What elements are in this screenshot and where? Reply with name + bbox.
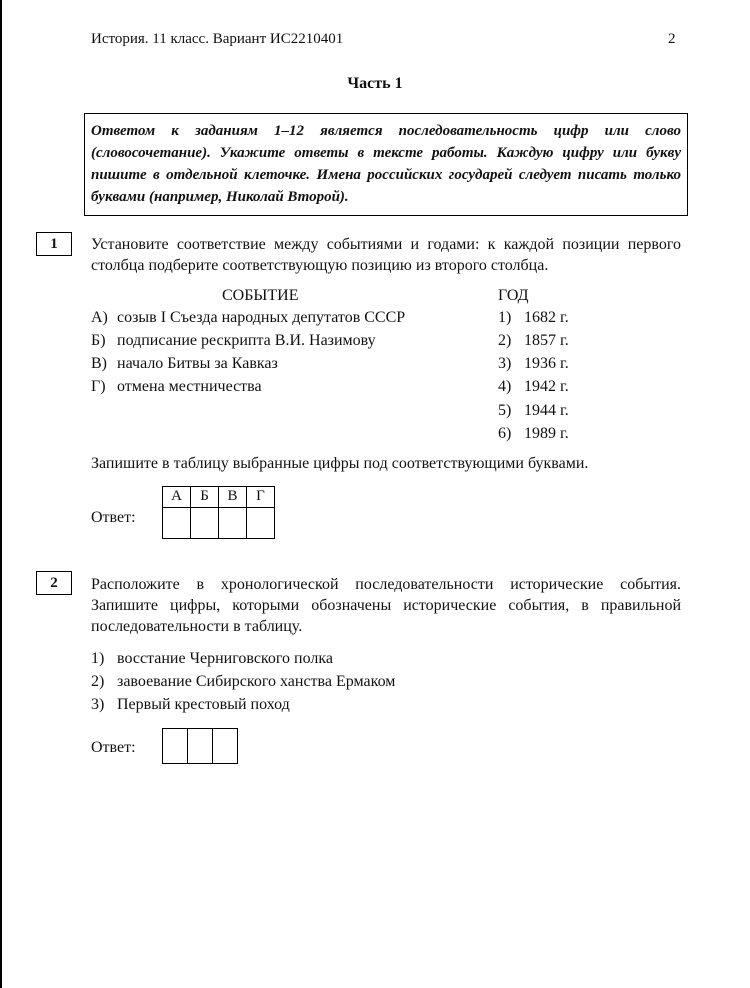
item-label: 2) bbox=[91, 673, 105, 690]
year-label: 5) bbox=[498, 402, 512, 419]
event-label: Г) bbox=[91, 378, 106, 395]
year-item bbox=[498, 308, 569, 329]
page-header-title: История. 11 класс. Вариант ИС2210401 bbox=[91, 31, 344, 47]
event-text: созыв I Съезда народных депутатов СССР bbox=[117, 309, 406, 326]
item-text: завоевание Сибирского ханства Ермаком bbox=[117, 673, 396, 690]
answer-cell[interactable] bbox=[219, 507, 247, 538]
task-1-answer-table bbox=[162, 486, 275, 539]
answer-cell[interactable] bbox=[247, 507, 275, 538]
years-header: ГОД bbox=[498, 287, 529, 304]
year-item bbox=[498, 401, 569, 422]
event-text: подписание рескрипта В.И. Назимову bbox=[117, 332, 376, 349]
answer-cell[interactable] bbox=[213, 729, 238, 764]
year-text: 1989 г. bbox=[524, 425, 569, 442]
year-text: 1936 г. bbox=[524, 355, 569, 372]
task-1-text: Установите соответствие между событиями и годами: к каждой позиции первого столбца подберите соответствующую позицию из второго столбца. bbox=[91, 236, 681, 274]
event-label: А) bbox=[91, 309, 108, 326]
year-item bbox=[498, 377, 569, 398]
page-number: 2 bbox=[668, 31, 676, 47]
item-label: 1) bbox=[91, 650, 105, 667]
year-label: 6) bbox=[498, 425, 512, 442]
task-2-answer-table bbox=[162, 728, 238, 764]
task-2-item bbox=[91, 672, 395, 693]
event-item bbox=[91, 354, 278, 375]
answer-column-header: А bbox=[163, 487, 191, 508]
task-2-item bbox=[91, 695, 290, 716]
event-item bbox=[91, 308, 405, 329]
year-label: 3) bbox=[498, 355, 512, 372]
event-text: отмена местничества bbox=[117, 378, 262, 395]
year-label: 2) bbox=[498, 332, 512, 349]
event-label: Б) bbox=[91, 332, 106, 349]
year-label: 4) bbox=[498, 378, 512, 395]
item-label: 3) bbox=[91, 696, 105, 713]
instructions-box: Ответом к заданиям 1–12 является последовательность цифр или слово (словосочетание). Укажите ответы в тексте работы. Каждую цифру или букву пишите в отдельной клеточке. Имена российских государей следует писать только буквами (например, Николай Второй). bbox=[84, 113, 688, 216]
answer-column-header: В bbox=[219, 487, 247, 508]
year-text: 1682 г. bbox=[524, 309, 569, 326]
event-text: начало Битвы за Кавказ bbox=[117, 355, 278, 372]
year-text: 1857 г. bbox=[524, 332, 569, 349]
year-item bbox=[498, 354, 569, 375]
event-item bbox=[91, 331, 376, 352]
task-1-answer-label: Ответ: bbox=[91, 509, 136, 526]
year-item bbox=[498, 331, 569, 352]
year-text: 1944 г. bbox=[524, 402, 569, 419]
answer-column-header: Г bbox=[247, 487, 275, 508]
answer-cell[interactable] bbox=[163, 507, 191, 538]
year-label: 1) bbox=[498, 309, 512, 326]
item-text: восстание Черниговского полка bbox=[117, 650, 334, 667]
year-text: 1942 г. bbox=[524, 378, 569, 395]
part-title: Часть 1 bbox=[347, 75, 403, 92]
task-2-answer-label: Ответ: bbox=[91, 739, 136, 756]
event-item bbox=[91, 377, 262, 398]
answer-cell[interactable] bbox=[188, 729, 213, 764]
events-header: СОБЫТИЕ bbox=[222, 287, 299, 304]
task-2-item bbox=[91, 649, 333, 670]
table-prompt: Запишите в таблицу выбранные цифры под соответствующими буквами. bbox=[91, 455, 589, 472]
event-label: В) bbox=[91, 355, 107, 372]
page-left-edge bbox=[0, 0, 2, 988]
answer-cell[interactable] bbox=[163, 729, 188, 764]
task-2-number: 2 bbox=[36, 571, 72, 595]
item-text: Первый крестовый поход bbox=[117, 696, 290, 713]
answer-column-header: Б bbox=[191, 487, 219, 508]
year-item bbox=[498, 424, 569, 445]
answer-cell[interactable] bbox=[191, 507, 219, 538]
task-1-number: 1 bbox=[36, 232, 72, 256]
task-2-text: Расположите в хронологической последовательности исторические события. Запишите цифры, которыми обозначены исторические события, в правильной последовательности в таблицу. bbox=[91, 576, 681, 635]
